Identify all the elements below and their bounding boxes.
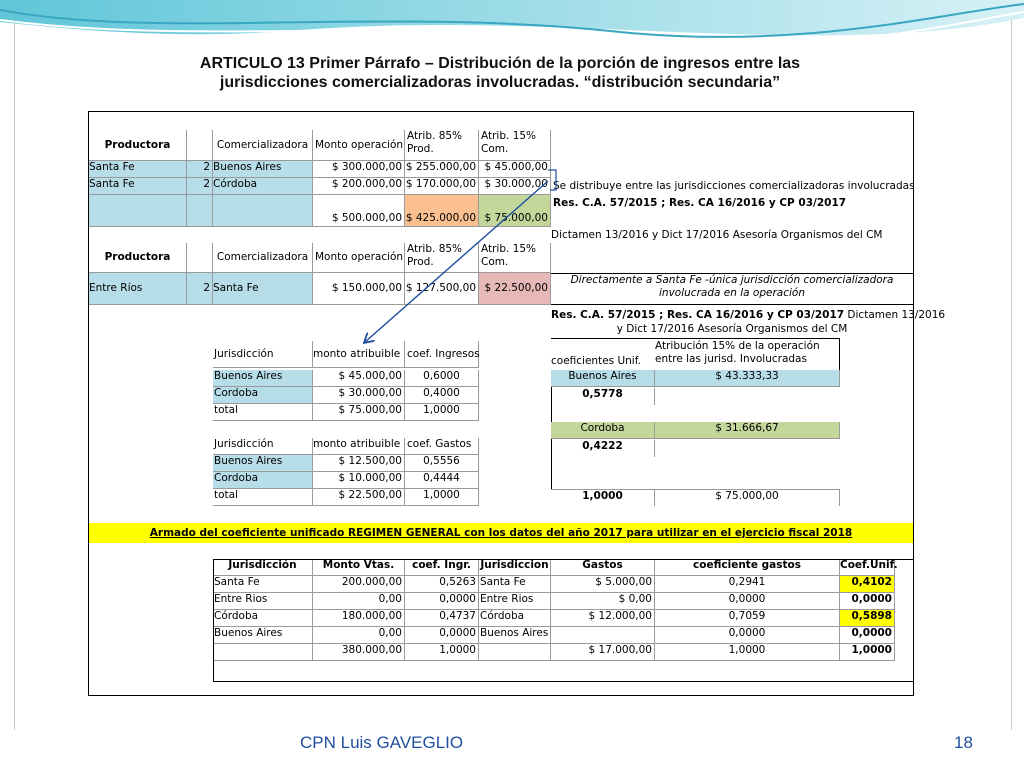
unif-total-amount: $ 75.000,00 — [655, 489, 840, 506]
reg-r4-monto-vtas: 0,00 — [313, 627, 405, 644]
t1-r1-atrib15: $ 45.000,00 — [479, 161, 551, 178]
t1-r2-productora: Santa Fe — [89, 178, 187, 195]
t2-r1-monto: $ 150.000,00 — [313, 273, 405, 305]
ing-total-coef: 1,0000 — [405, 404, 479, 421]
unif-ba-amount: $ 43.333,33 — [655, 370, 840, 387]
reg-header-gastos: Gastos — [551, 559, 655, 576]
t2-note-dictamen-1: Dictamen 13/2016 — [844, 309, 946, 321]
t1-r2-atrib15: $ 30.000,00 — [479, 178, 551, 195]
ing-header-jurisdiccion: Jurisdicción — [213, 341, 313, 368]
t1-total-monto: $ 500.000,00 — [313, 195, 405, 227]
gas-total-monto: $ 22.500,00 — [313, 489, 405, 506]
t1-r1-comercializadora: Buenos Aires — [213, 161, 313, 178]
t1-total-blank-1 — [89, 195, 187, 227]
t2-header-atrib85: Atrib. 85% Prod. — [405, 243, 479, 273]
t2-r1-atrib85: $ 127.500,00 — [405, 273, 479, 305]
t1-r2-n: 2 — [187, 178, 213, 195]
reg-header-coef-ingr: coef. Ingr. — [405, 559, 479, 576]
reg-r2-jurisdiccion: Entre Rios — [213, 593, 313, 610]
ing-total-monto: $ 75.000,00 — [313, 404, 405, 421]
t1-header-productora: Productora — [89, 130, 187, 161]
t1-r2-comercializadora: Córdoba — [213, 178, 313, 195]
reg-r4-coef-unif: 0,0000 — [840, 627, 895, 644]
reg-r4-coef-gastos: 0,0000 — [655, 627, 840, 644]
regimen-table-frame — [213, 559, 913, 682]
t1-r1-productora: Santa Fe — [89, 161, 187, 178]
reg-r1-coef-gastos: 0,2941 — [655, 576, 840, 593]
reg-total-coef-unif: 1,0000 — [840, 644, 895, 661]
reg-r4-jurisdiccion-2: Buenos Aires — [479, 627, 551, 644]
slide-title — [150, 54, 850, 92]
reg-total-coef-gastos: 1,0000 — [655, 644, 840, 661]
t2-header-atrib15: Atrib. 15% Com. — [479, 243, 551, 273]
page-number: 18 — [954, 733, 973, 752]
ing-r2-coef: 0,4000 — [405, 387, 479, 404]
t1-r1-monto: $ 300.000,00 — [313, 161, 405, 178]
t2-header-monto: Monto operación — [313, 243, 405, 273]
gas-header-jurisdiccion: Jurisdicción — [213, 438, 313, 455]
reg-r3-coef-gastos: 0,7059 — [655, 610, 840, 627]
gas-r1-coef: 0,5556 — [405, 455, 479, 472]
t1-total-atrib15: $ 75.000,00 — [479, 195, 551, 227]
unif-cba-label: Cordoba — [551, 422, 655, 439]
t2-header-productora: Productora — [89, 243, 187, 273]
t2-header-blank — [187, 243, 213, 273]
reg-total-gastos: $ 17.000,00 — [551, 644, 655, 661]
ing-r1-monto: $ 45.000,00 — [313, 370, 405, 387]
ing-r2-monto: $ 30.000,00 — [313, 387, 405, 404]
unif-ba-coef: 0,5778 — [551, 388, 655, 405]
reg-total-coef-ingr: 1,0000 — [405, 644, 479, 661]
t2-r1-atrib15: $ 22.500,00 — [479, 273, 551, 305]
reg-r3-monto-vtas: 180.000,00 — [313, 610, 405, 627]
reg-r3-jurisdiccion-2: Córdoba — [479, 610, 551, 627]
reg-r3-coef-unif: 0,5898 — [840, 610, 895, 627]
reg-r1-monto-vtas: 200.000,00 — [313, 576, 405, 593]
t1-header-monto: Monto operación — [313, 130, 405, 161]
regimen-banner: Armado del coeficiente unificado REGIMEN GENERAL con los datos del año 2017 para utilizar en el ejercicio fiscal 2018 — [89, 523, 913, 543]
unif-header-atribucion: Atribución 15% de la operación entre las jurisd. Involucradas — [655, 340, 820, 365]
reg-r2-monto-vtas: 0,00 — [313, 593, 405, 610]
gas-r2-monto: $ 10.000,00 — [313, 472, 405, 489]
gas-header-coef: coef. Gastos — [405, 438, 479, 455]
t1-total-blank-2 — [187, 195, 213, 227]
gas-r2-jur: Cordoba — [213, 472, 313, 489]
reg-r1-coef-unif: 0,4102 — [840, 576, 895, 593]
reg-r1-coef-ingr: 0,5263 — [405, 576, 479, 593]
reg-r1-jurisdiccion: Santa Fe — [213, 576, 313, 593]
reg-r2-coef-gastos: 0,0000 — [655, 593, 840, 610]
reg-header-jurisdiccion: Jurisdicción — [213, 559, 313, 576]
t1-total-atrib85: $ 425.000,00 — [405, 195, 479, 227]
unif-cba-amount: $ 31.666,67 — [655, 422, 840, 439]
t2-r1-comercializadora: Santa Fe — [213, 273, 313, 305]
t1-note-resolutions: Res. C.A. 57/2015 ; Res. CA 16/2016 y CP 03/2017 — [553, 197, 847, 209]
gas-total-coef: 1,0000 — [405, 489, 479, 506]
unif-cba-coef: 0,4222 — [551, 440, 655, 457]
t1-r2-atrib85: $ 170.000,00 — [405, 178, 479, 195]
reg-r3-jurisdiccion: Córdoba — [213, 610, 313, 627]
unif-header-coef: coeficientes Unif. — [551, 355, 641, 367]
reg-r2-gastos: $ 0,00 — [551, 593, 655, 610]
gas-header-monto: monto atribuible — [313, 438, 405, 455]
title-line-2: jurisdicciones comercializadoras involucradas. “distribución secundaria” — [219, 74, 781, 91]
spreadsheet-area — [88, 111, 946, 696]
t2-note-resolutions — [551, 308, 946, 336]
reg-r4-jurisdiccion: Buenos Aires — [213, 627, 313, 644]
title-line-1: ARTICULO 13 Primer Párrafo – Distribución de la porción de ingresos entre las — [199, 55, 801, 72]
gas-r2-coef: 0,4444 — [405, 472, 479, 489]
reg-r3-gastos: $ 12.000,00 — [551, 610, 655, 627]
t1-note-distribution: Se distribuye entre las jurisdicciones comercializadoras involucradas — [553, 180, 915, 192]
t1-header-atrib85: Atrib. 85% Prod. — [405, 130, 479, 161]
t1-header-blank — [187, 130, 213, 161]
reg-r2-coef-unif: 0,0000 — [840, 593, 895, 610]
t1-r1-n: 2 — [187, 161, 213, 178]
footer-author: CPN Luis GAVEGLIO — [300, 733, 464, 752]
t2-r1-productora: Entre Ríos — [89, 273, 187, 305]
t2-header-comercializadora: Comercializadora — [213, 243, 313, 273]
ing-r1-jur: Buenos Aires — [213, 370, 313, 387]
reg-total-ventas: 380.000,00 — [313, 644, 405, 661]
t1-r1-atrib85: $ 255.000,00 — [405, 161, 479, 178]
ing-header-monto: monto atribuible — [313, 341, 405, 368]
unif-total-coef: 1,0000 — [551, 489, 655, 506]
t2-r1-n: 2 — [187, 273, 213, 305]
reg-header-coef-gastos: coeficiente gastos — [655, 559, 840, 576]
t1-r2-monto: $ 200.000,00 — [313, 178, 405, 195]
reg-r1-gastos: $ 5.000,00 — [551, 576, 655, 593]
ing-total-jur: total — [213, 404, 313, 421]
reg-header-coef-unif: Coef.Unif. — [840, 559, 895, 576]
t2-note-resolutions-bold: Res. C.A. 57/2015 ; Res. CA 16/2016 y CP 03/2017 — [551, 309, 845, 321]
reg-r2-jurisdiccion-2: Entre Rios — [479, 593, 551, 610]
ing-r1-coef: 0,6000 — [405, 370, 479, 387]
t1-header-comercializadora: Comercializadora — [213, 130, 313, 161]
reg-r3-coef-ingr: 0,4737 — [405, 610, 479, 627]
reg-r4-coef-ingr: 0,0000 — [405, 627, 479, 644]
t2-note-dictamen-2: y Dict 17/2016 Asesoría Organismos del CM — [616, 323, 848, 335]
reg-r1-jurisdiccion-2: Santa Fe — [479, 576, 551, 593]
t1-total-blank-3 — [213, 195, 313, 227]
gas-r1-jur: Buenos Aires — [213, 455, 313, 472]
t2-note-direct: Directamente a Santa Fe -única jurisdicción comercializadora involucrada en la operación — [551, 273, 913, 305]
reg-header-monto-vtas: Monto Vtas. — [313, 559, 405, 576]
t1-header-atrib15: Atrib. 15% Com. — [479, 130, 551, 161]
ing-header-coef: coef. Ingresos — [405, 341, 479, 368]
ing-r2-jur: Cordoba — [213, 387, 313, 404]
gas-total-jur: total — [213, 489, 313, 506]
reg-r2-coef-ingr: 0,0000 — [405, 593, 479, 610]
t1-note-dictamen: Dictamen 13/2016 y Dict 17/2016 Asesoría Organismos del CM — [551, 229, 883, 241]
gas-r1-monto: $ 12.500,00 — [313, 455, 405, 472]
reg-header-jurisdiccion-2: Jurisdiccion — [479, 559, 551, 576]
unif-ba-label: Buenos Aires — [551, 370, 655, 387]
